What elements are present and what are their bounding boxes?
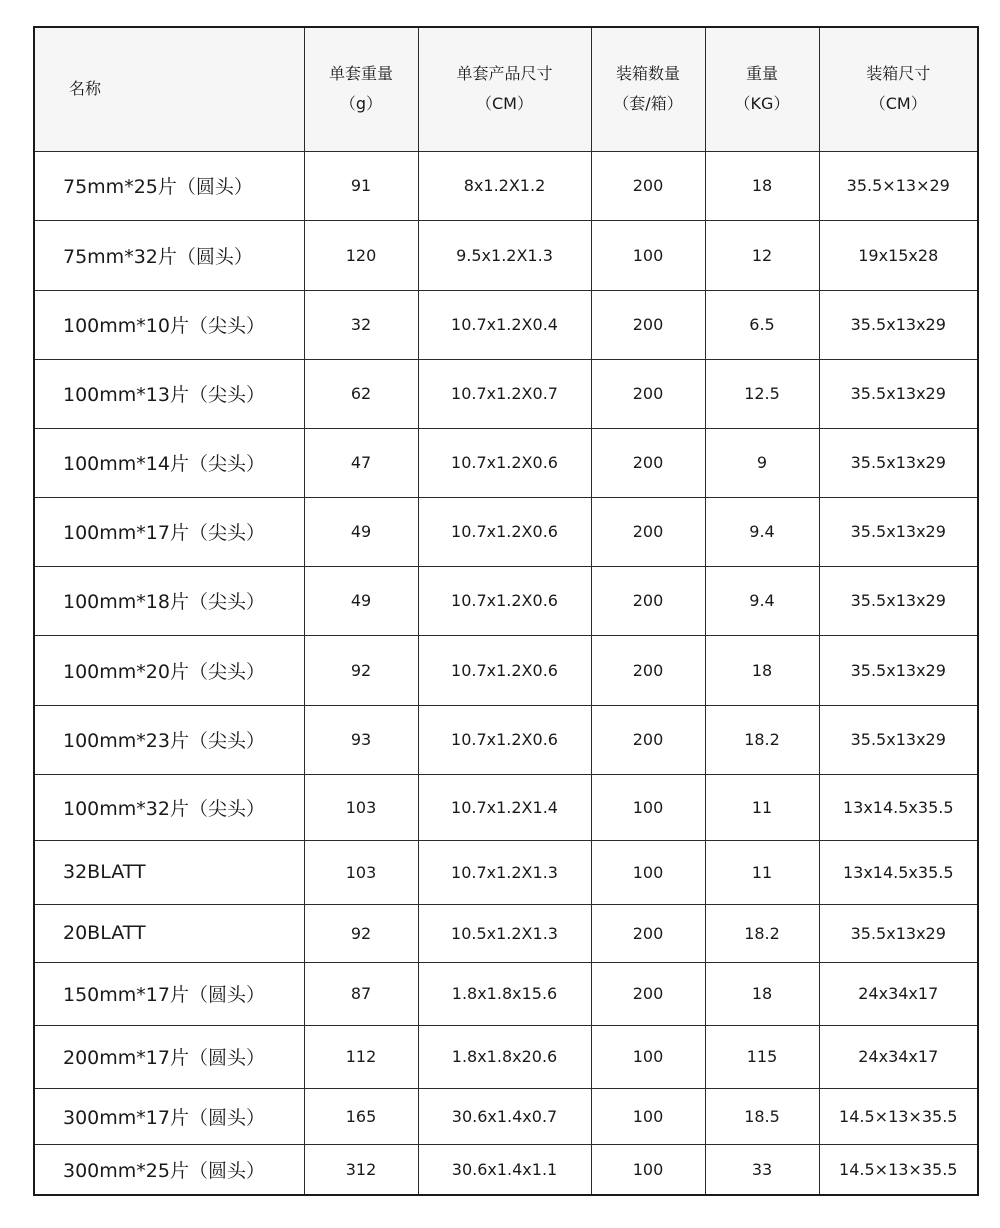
table-row [34,904,978,962]
header-product-size-unit: （CM） [476,94,533,114]
cell-carton-qty: 100 [591,1025,705,1088]
cell-weight: 18.2 [705,904,819,962]
cell-unit-weight: 103 [304,774,418,840]
table-header-row [34,27,978,151]
table-row [34,635,978,705]
cell-unit-weight: 120 [304,220,418,290]
cell-carton-size: 14.5×13×35.5 [819,1088,978,1144]
cell-carton-size: 24x34x17 [819,962,978,1025]
cell-carton-size: 35.5x13x29 [819,290,978,359]
cell-weight: 12.5 [705,359,819,428]
cell-name: 75mm*25片（圆头） [34,151,304,220]
table-row [34,1088,978,1144]
header-unit-weight [304,27,418,151]
cell-name: 100mm*20片（尖头） [34,635,304,705]
cell-name: 100mm*17片（尖头） [34,497,304,566]
table-row [34,1144,978,1195]
cell-carton-size: 24x34x17 [819,1025,978,1088]
cell-carton-qty: 200 [591,635,705,705]
cell-carton-qty: 200 [591,904,705,962]
cell-product-size: 10.7x1.2X0.6 [418,635,591,705]
cell-product-size: 10.7x1.2X0.6 [418,497,591,566]
cell-carton-size: 35.5×13×29 [819,151,978,220]
cell-product-size: 10.7x1.2X1.4 [418,774,591,840]
header-weight-label: 重量 [745,64,778,84]
header-name-label: 名称 [69,79,102,99]
cell-unit-weight: 312 [304,1144,418,1195]
cell-carton-qty: 200 [591,290,705,359]
cell-name: 100mm*13片（尖头） [34,359,304,428]
cell-unit-weight: 62 [304,359,418,428]
cell-unit-weight: 47 [304,428,418,497]
cell-carton-qty: 200 [591,428,705,497]
cell-carton-size: 13x14.5x35.5 [819,774,978,840]
header-weight [705,27,819,151]
cell-name: 100mm*18片（尖头） [34,566,304,635]
table-row [34,840,978,904]
cell-product-size: 10.7x1.2X0.4 [418,290,591,359]
cell-weight: 9 [705,428,819,497]
cell-name: 20BLATT [34,904,304,962]
cell-carton-qty: 100 [591,1144,705,1195]
cell-product-size: 8x1.2X1.2 [418,151,591,220]
cell-name: 300mm*25片（圆头） [34,1144,304,1195]
header-product-size [418,27,591,151]
cell-name: 75mm*32片（圆头） [34,220,304,290]
cell-carton-size: 35.5x13x29 [819,904,978,962]
header-carton-qty [591,27,705,151]
header-carton-size-label: 装箱尺寸 [866,64,931,84]
table-row [34,566,978,635]
cell-unit-weight: 49 [304,566,418,635]
cell-carton-qty: 100 [591,220,705,290]
cell-unit-weight: 165 [304,1088,418,1144]
cell-weight: 18.5 [705,1088,819,1144]
cell-carton-size: 35.5x13x29 [819,359,978,428]
cell-carton-qty: 200 [591,151,705,220]
header-carton-size [819,27,978,151]
cell-name: 100mm*10片（尖头） [34,290,304,359]
header-product-size-label: 单套产品尺寸 [456,64,553,84]
cell-carton-qty: 200 [591,705,705,774]
cell-name: 100mm*32片（尖头） [34,774,304,840]
cell-unit-weight: 92 [304,904,418,962]
cell-carton-qty: 200 [591,962,705,1025]
cell-weight: 33 [705,1144,819,1195]
cell-product-size: 10.7x1.2X0.6 [418,705,591,774]
cell-unit-weight: 112 [304,1025,418,1088]
cell-unit-weight: 49 [304,497,418,566]
table-row [34,962,978,1025]
cell-name: 150mm*17片（圆头） [34,962,304,1025]
cell-weight: 115 [705,1025,819,1088]
header-unit-weight-unit: （g） [339,94,383,114]
cell-weight: 11 [705,840,819,904]
cell-weight: 11 [705,774,819,840]
cell-product-size: 10.7x1.2X0.7 [418,359,591,428]
cell-product-size: 10.7x1.2X0.6 [418,428,591,497]
cell-carton-size: 35.5x13x29 [819,566,978,635]
table-row [34,220,978,290]
cell-name: 200mm*17片（圆头） [34,1025,304,1088]
cell-product-size: 9.5x1.2X1.3 [418,220,591,290]
cell-product-size: 30.6x1.4x1.1 [418,1144,591,1195]
cell-name: 100mm*14片（尖头） [34,428,304,497]
cell-unit-weight: 93 [304,705,418,774]
cell-carton-size: 13x14.5x35.5 [819,840,978,904]
cell-product-size: 1.8x1.8x15.6 [418,962,591,1025]
cell-carton-size: 35.5x13x29 [819,635,978,705]
cell-product-size: 30.6x1.4x0.7 [418,1088,591,1144]
cell-product-size: 10.7x1.2X1.3 [418,840,591,904]
cell-carton-qty: 200 [591,359,705,428]
cell-weight: 12 [705,220,819,290]
cell-weight: 18 [705,962,819,1025]
cell-unit-weight: 91 [304,151,418,220]
table-row [34,497,978,566]
cell-carton-size: 35.5x13x29 [819,428,978,497]
cell-carton-qty: 100 [591,1088,705,1144]
table-row [34,359,978,428]
header-carton-size-unit: （CM） [869,94,927,114]
cell-product-size: 10.5x1.2X1.3 [418,904,591,962]
header-carton-qty-label: 装箱数量 [615,64,680,84]
cell-carton-size: 35.5x13x29 [819,497,978,566]
header-unit-weight-label: 单套重量 [328,64,393,84]
cell-weight: 6.5 [705,290,819,359]
table-row [34,290,978,359]
cell-unit-weight: 32 [304,290,418,359]
cell-product-size: 10.7x1.2X0.6 [418,566,591,635]
cell-carton-size: 19x15x28 [819,220,978,290]
cell-weight: 9.4 [705,497,819,566]
cell-unit-weight: 103 [304,840,418,904]
header-carton-qty-unit: （套/箱） [613,94,683,114]
header-name [34,27,304,151]
cell-weight: 18.2 [705,705,819,774]
cell-carton-size: 35.5x13x29 [819,705,978,774]
cell-name: 300mm*17片（圆头） [34,1088,304,1144]
cell-weight: 18 [705,151,819,220]
table-row [34,774,978,840]
cell-carton-qty: 200 [591,566,705,635]
cell-carton-qty: 100 [591,774,705,840]
cell-product-size: 1.8x1.8x20.6 [418,1025,591,1088]
cell-carton-size: 14.5×13×35.5 [819,1144,978,1195]
table-row [34,705,978,774]
cell-unit-weight: 87 [304,962,418,1025]
cell-name: 100mm*23片（尖头） [34,705,304,774]
cell-carton-qty: 200 [591,497,705,566]
spec-table [33,26,979,1196]
table-row [34,428,978,497]
cell-weight: 9.4 [705,566,819,635]
table-row [34,1025,978,1088]
cell-name: 32BLATT [34,840,304,904]
header-weight-unit: （KG） [734,94,790,114]
table-row [34,151,978,220]
cell-unit-weight: 92 [304,635,418,705]
cell-weight: 18 [705,635,819,705]
cell-carton-qty: 100 [591,840,705,904]
